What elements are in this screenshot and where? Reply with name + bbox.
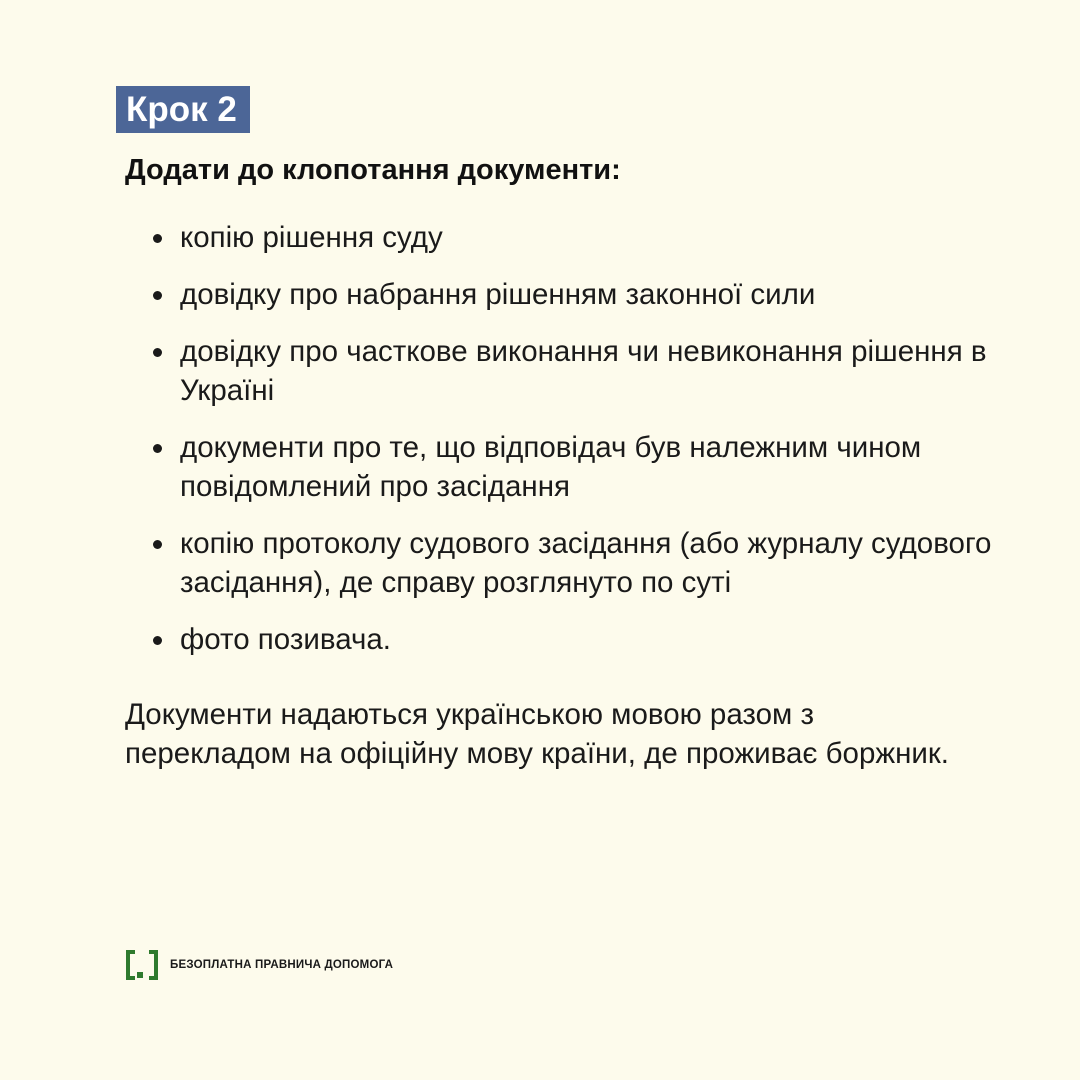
list-item-text: документи про те, що відповідач був належним чином повідомлений про засідання bbox=[180, 431, 922, 503]
list-item-text: копію протоколу судового засідання (або журналу судового засідання), де справу розглянуто по суті bbox=[180, 527, 992, 599]
list-item bbox=[150, 218, 1010, 257]
bracket-logo-icon bbox=[126, 950, 158, 980]
bullet-icon bbox=[153, 291, 162, 300]
section-heading: Додати до клопотання документи: bbox=[125, 154, 621, 186]
documents-list bbox=[150, 218, 1010, 677]
list-item bbox=[150, 332, 1010, 410]
list-item bbox=[150, 620, 1010, 659]
org-name: БЕЗОПЛАТНА ПРАВНИЧА ДОПОМОГА bbox=[170, 959, 394, 971]
bullet-icon bbox=[153, 636, 162, 645]
bullet-icon bbox=[153, 540, 162, 549]
bullet-icon bbox=[153, 234, 162, 243]
footer-logo bbox=[126, 950, 393, 980]
list-item bbox=[150, 428, 1010, 506]
list-item-text: довідку про набрання рішенням законної сили bbox=[180, 278, 816, 311]
bullet-icon bbox=[153, 444, 162, 453]
list-item bbox=[150, 275, 1010, 314]
list-item-text: фото позивача. bbox=[180, 623, 391, 656]
list-item-text: копію рішення суду bbox=[180, 221, 443, 254]
list-item bbox=[150, 524, 1010, 602]
step-badge: Крок 2 bbox=[116, 86, 250, 133]
translation-note: Документи надаються українською мовою разом з перекладом на офіційну мову країни, де проживає боржник. bbox=[125, 698, 949, 770]
list-item-text: довідку про часткове виконання чи невиконання рішення в Україні bbox=[180, 335, 987, 407]
bullet-icon bbox=[153, 348, 162, 357]
